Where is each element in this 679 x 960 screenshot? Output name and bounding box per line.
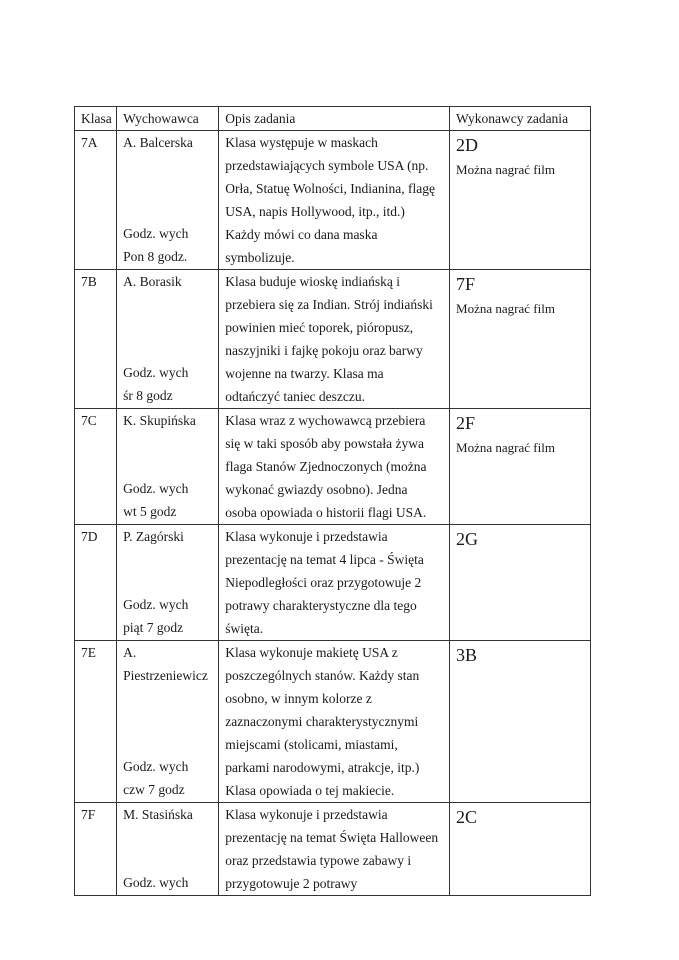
class-cell: 7A [75, 131, 117, 270]
class-cell: 7E [75, 641, 117, 803]
task-description-cell [219, 641, 450, 803]
class-cell: 7B [75, 270, 117, 409]
homeroom-hours-line: śr 8 godz [123, 388, 173, 403]
header-wykonawcy-zadania: Wykonawcy zadania [450, 107, 591, 131]
homeroom-hours [123, 477, 214, 523]
task-description-line: Klasa wykonuje i przedstawia [225, 529, 388, 544]
task-description-line: USA, napis Hollywood, itp., itd.) [225, 204, 405, 219]
task-description-line: wojenne na twarzy. Klasa ma [225, 366, 384, 381]
teacher-name: A. [123, 645, 137, 660]
teacher-name: M. Stasińska [123, 807, 193, 822]
performer-class: 2C [456, 807, 478, 827]
task-description-line: Klasa wykonuje makietę USA z [225, 645, 398, 660]
performer-cell [450, 803, 591, 896]
task-description-line: przebiera się za Indian. Strój indiański [225, 297, 433, 312]
task-description-line: osoba opowiada o historii flagi USA. [225, 505, 427, 520]
homeroom-hours-line: Pon 8 godz. [123, 249, 188, 264]
teacher-name: Piestrzeniewicz [123, 668, 208, 683]
homeroom-hours-line: wt 5 godz [123, 504, 177, 519]
header-klasa: Klasa [75, 107, 117, 131]
task-description-line: prezentację na temat Święta Halloween [225, 830, 439, 845]
table-row [75, 270, 591, 409]
teacher-name: A. Borasik [123, 274, 182, 289]
homeroom-hours-line: czw 7 godz [123, 782, 185, 797]
task-description-line: potrawy charakterystyczne dla tego [225, 598, 417, 613]
task-description-line: prezentację na temat 4 lipca - Święta [225, 552, 424, 567]
performer-class: 2F [456, 413, 476, 433]
homeroom-hours-line: Godz. wych [123, 226, 189, 241]
task-description-line: miejscami (stolicami, miastami, [225, 737, 398, 752]
table-row [75, 803, 591, 896]
task-description-line: Klasa opowiada o tej makiecie. [225, 783, 395, 798]
task-description-cell [219, 409, 450, 525]
table-row [75, 409, 591, 525]
task-description-line: parkami narodowymi, atrakcje, itp.) [225, 760, 420, 775]
homeroom-hours [123, 755, 214, 801]
class-cell: 7C [75, 409, 117, 525]
task-description-line: Klasa wykonuje i przedstawia [225, 807, 388, 822]
teacher-cell [117, 409, 219, 525]
table-row [75, 525, 591, 641]
task-description-line: Każdy mówi co dana maska [225, 227, 378, 242]
header-opis-zadania: Opis zadania [219, 107, 450, 131]
homeroom-hours [123, 871, 214, 894]
table-row [75, 131, 591, 270]
task-description-line: wykonać gwiazdy osobno). Jedna [225, 482, 408, 497]
task-description-line: osobno, w innym kolorze z [225, 691, 372, 706]
task-description-cell [219, 803, 450, 896]
teacher-name: A. Balcerska [123, 135, 193, 150]
teacher-cell [117, 803, 219, 896]
task-description-line: przedstawiających symbole USA (np. [225, 158, 429, 173]
performer-note: Można nagrać film [456, 162, 555, 177]
performer-cell [450, 641, 591, 803]
task-description-cell [219, 131, 450, 270]
task-description-line: poszczególnych stanów. Każdy stan [225, 668, 420, 683]
task-table [74, 106, 591, 896]
teacher-cell [117, 270, 219, 409]
task-description-line: się w taki sposób aby powstała żywa [225, 436, 424, 451]
table-row [75, 641, 591, 803]
task-description-line: Klasa wraz z wychowawcą przebiera [225, 413, 426, 428]
homeroom-hours-line: Godz. wych [123, 481, 189, 496]
task-description-line: odtańczyć taniec deszczu. [225, 389, 366, 404]
task-description-cell [219, 270, 450, 409]
performer-cell [450, 525, 591, 641]
performer-class: 3B [456, 645, 478, 665]
homeroom-hours-line: Godz. wych [123, 759, 189, 774]
performer-class: 2D [456, 135, 479, 155]
table-body [75, 131, 591, 896]
homeroom-hours-line: piąt 7 godz [123, 620, 184, 635]
task-description-line: Klasa występuje w maskach [225, 135, 378, 150]
task-description-line: symbolizuje. [225, 250, 295, 265]
homeroom-hours [123, 361, 214, 407]
class-cell: 7F [75, 803, 117, 896]
task-description-line: przygotowuje 2 potrawy [225, 876, 358, 891]
task-description-line: powinien mieć toporek, pióropusz, [225, 320, 414, 335]
task-description-line: Orła, Statuę Wolności, Indianina, flagę [225, 181, 435, 196]
teacher-cell [117, 131, 219, 270]
teacher-cell [117, 525, 219, 641]
teacher-cell [117, 641, 219, 803]
performer-note: Można nagrać film [456, 301, 555, 316]
teacher-name: K. Skupińska [123, 413, 196, 428]
teacher-name: P. Zagórski [123, 529, 184, 544]
header-row [75, 107, 591, 131]
class-cell: 7D [75, 525, 117, 641]
homeroom-hours [123, 222, 214, 268]
homeroom-hours-line: Godz. wych [123, 365, 189, 380]
homeroom-hours-line: Godz. wych [123, 597, 189, 612]
homeroom-hours [123, 593, 214, 639]
header-wychowawca: Wychowawca [117, 107, 219, 131]
task-description-line: Klasa buduje wioskę indiańską i [225, 274, 400, 289]
homeroom-hours-line: Godz. wych [123, 875, 189, 890]
task-description-line: Niepodległości oraz przygotowuje 2 [225, 575, 422, 590]
performer-cell [450, 270, 591, 409]
task-description-line: święta. [225, 621, 264, 636]
performer-cell [450, 131, 591, 270]
performer-note: Można nagrać film [456, 440, 555, 455]
performer-cell [450, 409, 591, 525]
performer-class: 2G [456, 529, 479, 549]
task-description-line: zaznaczonymi charakterystycznymi [225, 714, 419, 729]
task-description-line: naszyjniki i fajkę pokoju oraz barwy [225, 343, 423, 358]
task-description-cell [219, 525, 450, 641]
task-description-line: oraz przedstawia typowe zabawy i [225, 853, 412, 868]
performer-class: 7F [456, 274, 476, 294]
task-description-line: flaga Stanów Zjednoczonych (można [225, 459, 427, 474]
